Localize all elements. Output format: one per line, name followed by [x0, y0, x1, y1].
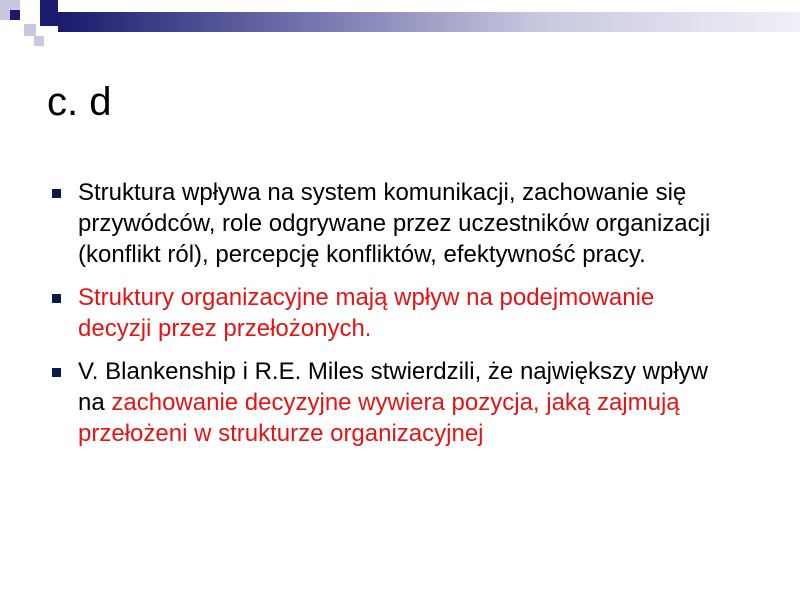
- bullet-item: [46, 356, 726, 449]
- bullet-text-segment: Struktury organizacyjne mają wpływ na podejmowanie decyzji przez przełożonych.: [78, 284, 655, 342]
- bullet-item: [46, 177, 726, 270]
- bullet-text-segment: V. Blankenship i R.E. Miles stwierdzili, że największy wpływ na: [78, 358, 708, 416]
- bullet-text-segment: Struktura wpływa na system komunikacji, zachowanie się przywódców, role odgrywane przez uczestników organizacji (konflikt ról), percepcję konfliktów, efektywność pracy.: [78, 179, 711, 268]
- slide-title: c. d: [47, 80, 112, 124]
- square-bullet-icon: [52, 368, 61, 377]
- decor-square-navy-2: [10, 10, 20, 20]
- square-bullet-icon: [52, 189, 61, 198]
- bullet-list: [46, 177, 726, 461]
- square-bullet-icon: [52, 294, 61, 303]
- decor-square-light-2: [34, 36, 44, 46]
- bullet-item: [46, 282, 726, 344]
- header-gradient-bar: [58, 12, 800, 32]
- decor-square-navy-3: [40, 0, 58, 26]
- header-decoration: [0, 0, 800, 50]
- decor-square-light-1: [24, 24, 36, 36]
- bullet-text-segment: zachowanie decyzyjne wywiera pozycja, jaką zajmują przełożeni w strukturze organizacyjnej: [78, 389, 680, 447]
